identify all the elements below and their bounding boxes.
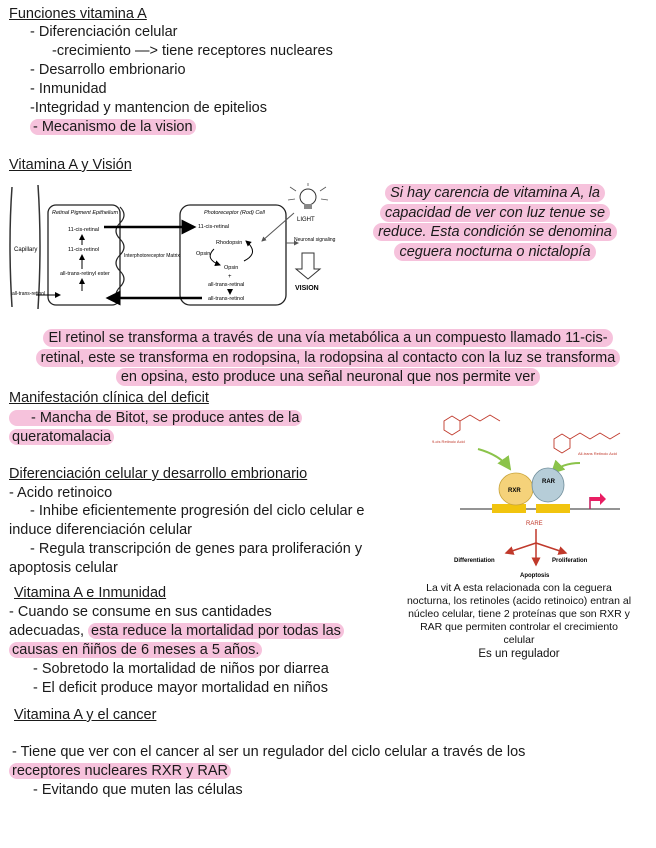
list-item: - Inhibe eficientemente progresión del ciclo celular e bbox=[30, 503, 365, 519]
cis-retinal-rod: 11-cis-retinal bbox=[198, 224, 230, 230]
paragraph-line: en opsina, esto produce una señal neuronal que nos permite ver bbox=[116, 368, 540, 386]
section-title-inmunidad: Vitamina A e Inmunidad bbox=[14, 585, 167, 601]
opsin-left: Opsin bbox=[196, 251, 211, 257]
trans-retinal: all-trans-retinal bbox=[208, 282, 245, 288]
list-item-highlighted bbox=[30, 118, 196, 136]
cancer-line: - Tiene que ver con el cancer al ser un regulador del ciclo celular a través de los bbox=[12, 744, 526, 760]
inmunidad-line bbox=[9, 641, 262, 659]
list-item: - El deficit produce mayor mortalidad en niños bbox=[33, 680, 328, 696]
opsin-right: Opsin bbox=[224, 265, 239, 271]
capillary-label: Capillary bbox=[14, 247, 38, 253]
section-title-diferenciacion: Diferenciación celular y desarrollo embrionario bbox=[9, 466, 308, 482]
list-item: - Diferenciación celular bbox=[30, 24, 178, 40]
list-item: - Evitando que muten las células bbox=[33, 782, 243, 798]
cancer-line bbox=[9, 762, 231, 780]
caption-line: nocturna, los retinoles (acido retinoico) entran al bbox=[406, 595, 632, 607]
cis-retinal-rpe: 11-cis-retinal bbox=[68, 227, 100, 233]
rhodopsin-label: Rhodopsin bbox=[216, 240, 243, 246]
list-item-cont: apoptosis celular bbox=[9, 560, 118, 576]
cis-retinol: 11-cis-retinol bbox=[68, 247, 100, 253]
trans-retinol-rod: all-trans-retinol bbox=[208, 296, 245, 302]
highlight: queratomalacia bbox=[9, 429, 114, 445]
rod-label: Photoreceptor (Rod) Cell bbox=[204, 210, 265, 216]
left-ligand-label: 9-cis Retinoic Acid bbox=[432, 439, 465, 444]
receptor-diagram bbox=[430, 403, 650, 581]
paragraph-line: retinal, este se transforma en rodopsina, la rodopsina al contacto con la luz se transforma bbox=[36, 349, 621, 367]
night-blindness-callout bbox=[345, 184, 645, 262]
caption-line: Es un regulador bbox=[478, 648, 560, 660]
highlight: - Mecanismo de la vision bbox=[30, 119, 196, 135]
highlight: - Mancha de Bitot, se produce antes de la bbox=[9, 410, 302, 426]
trans-retinol-cap: all-trans-retinol bbox=[12, 291, 46, 297]
receptor-caption bbox=[388, 582, 650, 661]
callout-line: Si hay carencia de vitamina A, la bbox=[385, 184, 605, 202]
retinyl-ester: all-trans-retinyl ester bbox=[60, 271, 110, 277]
highlight: causas en ñiños de 6 meses a 5 años. bbox=[9, 642, 262, 658]
section-title-funciones: Funciones vitamina A bbox=[9, 6, 147, 22]
rar-label: RAR bbox=[542, 479, 555, 485]
callout-line: ceguera nocturna o nictalopía bbox=[394, 243, 595, 261]
list-item: -Integridad y mantencion de epitelios bbox=[30, 100, 267, 116]
list-item-cont: induce diferenciación celular bbox=[9, 522, 192, 538]
section-title-manifestacion: Manifestación clínica del deficit bbox=[9, 390, 209, 406]
section-title-vision: Vitamina A y Visión bbox=[9, 157, 132, 173]
caption-line: RAR que permiten controlar el crecimiento bbox=[420, 621, 618, 633]
retinol-paragraph bbox=[4, 329, 652, 388]
list-item: - Sobretodo la mortalidad de niños por diarrea bbox=[33, 661, 329, 677]
plus-sign: + bbox=[228, 274, 232, 280]
plain-text: adecuadas, bbox=[9, 623, 84, 639]
list-item: - Desarrollo embrionario bbox=[30, 62, 186, 78]
rpe-label: Retinal Pigment Epithelium bbox=[52, 210, 119, 216]
section-title-cancer: Vitamina A y el cancer bbox=[14, 707, 157, 723]
right-ligand-label: All-trans Retinoic Acid bbox=[578, 451, 617, 456]
caption-line: La vit A esta relacionada con la ceguera bbox=[426, 582, 612, 594]
paragraph-line: El retinol se transforma a través de una vía metabólica a un compuesto llamado 11-cis- bbox=[43, 329, 612, 347]
rxr-label: RXR bbox=[508, 488, 521, 494]
rare-label: RARE bbox=[526, 521, 543, 527]
list-item: - Regula transcripción de genes para proliferación y bbox=[30, 541, 363, 557]
vision-label: VISION bbox=[295, 285, 319, 292]
caption-line: núcleo celular, tiene 2 proteínas que son RXR y bbox=[408, 608, 630, 620]
list-item: - Inmunidad bbox=[30, 81, 107, 97]
list-item: - Acido retinoico bbox=[9, 485, 113, 501]
highlight: receptores nucleares RXR y RAR bbox=[9, 763, 231, 779]
list-item: -crecimiento —> tiene receptores nucleares bbox=[52, 43, 333, 59]
apoptosis-label: Apoptosis bbox=[520, 573, 550, 579]
callout-line: capacidad de ver con luz tenue se bbox=[380, 204, 610, 222]
inmunidad-line: - Cuando se consume en sus cantidades bbox=[9, 604, 272, 620]
inmunidad-line bbox=[9, 622, 344, 640]
light-label: LIGHT bbox=[297, 217, 315, 223]
bitot-text bbox=[9, 409, 302, 447]
differentiation-label: Differentiation bbox=[454, 558, 495, 564]
highlight: esta reduce la mortalidad por todas las bbox=[88, 623, 344, 639]
callout-line: reduce. Esta condición se denomina bbox=[373, 223, 617, 241]
visual-cycle-diagram bbox=[8, 183, 342, 313]
matrix-label: Interphotoreceptor Matrix bbox=[124, 253, 180, 259]
neuronal-label: Neuronal signaling bbox=[294, 237, 336, 243]
caption-line: celular bbox=[503, 634, 535, 646]
proliferation-label: Proliferation bbox=[552, 558, 588, 564]
